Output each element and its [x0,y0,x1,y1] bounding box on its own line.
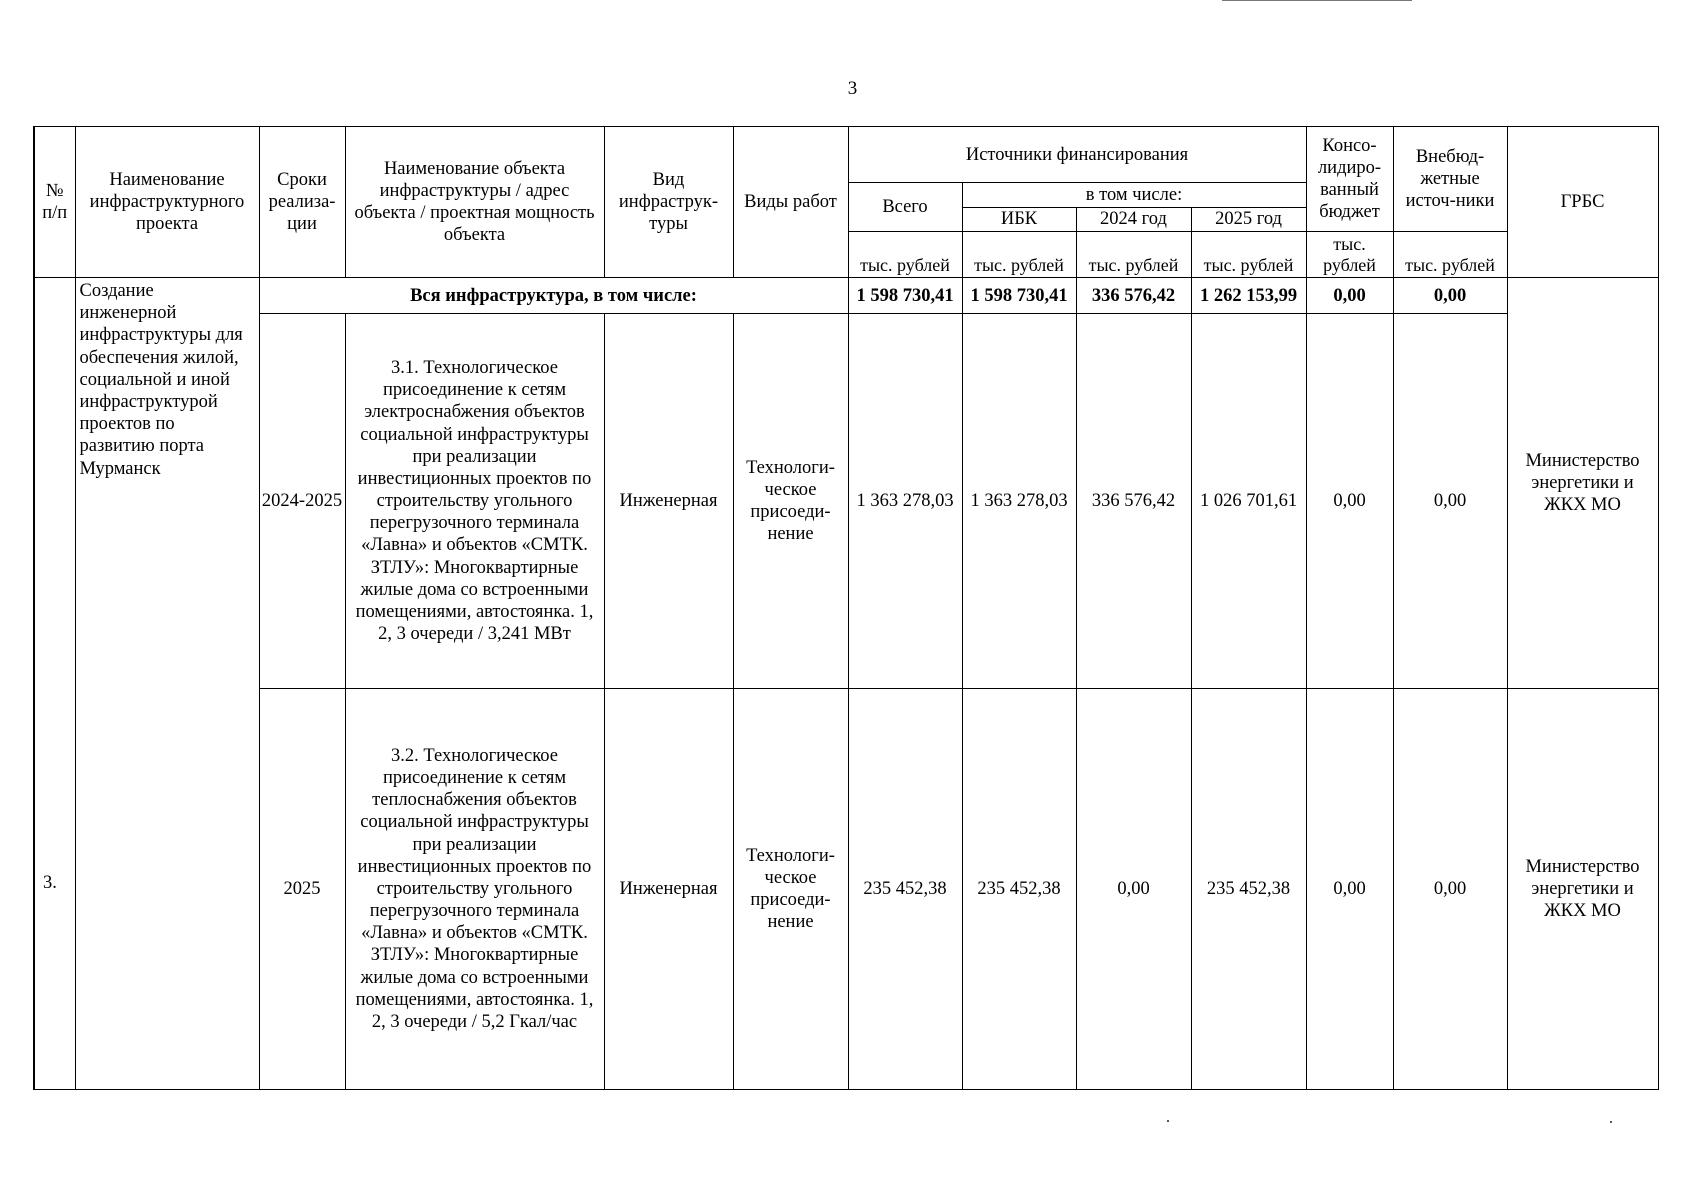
total-2025: 1 262 153,99 [1191,278,1306,314]
header-funding-sources: Источники финансирования [848,127,1306,183]
item-1-ibk: 1 363 278,03 [962,314,1076,689]
header-terms: Сроки реализа-ции [259,127,345,278]
item-2-ibk: 235 452,38 [962,689,1076,1090]
scan-speck [1610,1121,1612,1123]
unit-2025: тыс. рублей [1191,231,1306,277]
total-ibk: 1 598 730,41 [962,278,1076,314]
item-1-all: 1 363 278,03 [848,314,962,689]
item-2-work-type: Технологи-ческое присоеди-нение [733,689,848,1090]
total-2024: 336 576,42 [1076,278,1191,314]
item-2-2024: 0,00 [1076,689,1191,1090]
item-1-infra-type: Инженерная [604,314,733,689]
total-label: Вся инфраструктура, в том числе: [259,278,848,314]
item-1-terms: 2024-2025 [259,314,345,689]
top-rule [1222,0,1412,1]
item-1-consolidated: 0,00 [1306,314,1393,689]
item-1-extrabudget: 0,00 [1393,314,1507,689]
row-number: 3. [34,278,75,1090]
item-1-work-type: Технологи-ческое присоеди-нение [733,314,848,689]
total-all: 1 598 730,41 [848,278,962,314]
item-1-2025: 1 026 701,61 [1191,314,1306,689]
page-number: 3 [847,78,858,99]
item-1-object: 3.1. Технологическое присоединение к сетям электроснабжения объектов социальной инфраструктуры при реализации инвестиционных проектов по строительству угольного перегрузочного терминала «Лавна» и объектов «СМТК. ЗТЛУ»: Многоквартирные жилые дома со встроенными помещениями, автостоянка. 1, 2, 3 очереди / 3,241 МВт [345,314,604,689]
item-2-extrabudget: 0,00 [1393,689,1507,1090]
header-ibk: ИБК [962,207,1076,231]
header-num: № п/п [34,127,75,278]
header-including: в том числе: [962,183,1306,207]
unit-ibk: тыс. рублей [962,231,1076,277]
item-2-terms: 2025 [259,689,345,1090]
item-2-all: 235 452,38 [848,689,962,1090]
scan-speck [1167,1120,1169,1122]
item-2-infra-type: Инженерная [604,689,733,1090]
unit-2024: тыс. рублей [1076,231,1191,277]
unit-total: тыс. рублей [848,231,962,277]
header-object: Наименование объекта инфраструктуры / адрес объекта / проектная мощность объекта [345,127,604,278]
header-2025: 2025 год [1191,207,1306,231]
unit-consolidated: тыс. рублей [1306,231,1393,277]
grbs-1: Министерство энергетики и ЖКХ МО [1507,278,1658,689]
header-work-type: Виды работ [733,127,848,278]
header-infra-type: Вид инфраструк-туры [604,127,733,278]
grbs-2: Министерство энергетики и ЖКХ МО [1507,689,1658,1090]
header-extrabudget: Внебюд-жетные источ-ники [1393,127,1507,232]
header-total: Всего [848,183,962,231]
header-project: Наименование инфраструктурного проекта [75,127,259,278]
project-name: Создание инженерной инфраструктуры для обеспечения жилой, социальной и иной инфраструктурой проектов по развитию порта Мурманск [75,278,259,1090]
total-consolidated: 0,00 [1306,278,1393,314]
item-1-2024: 336 576,42 [1076,314,1191,689]
financing-table [33,126,1659,1090]
header-grbs: ГРБС [1507,127,1658,278]
header-2024: 2024 год [1076,207,1191,231]
total-extrabudget: 0,00 [1393,278,1507,314]
item-2-consolidated: 0,00 [1306,689,1393,1090]
item-2-object: 3.2. Технологическое присоединение к сетям теплоснабжения объектов социальной инфраструктуры при реализации инвестиционных проектов по строительству угольного перегрузочного терминала «Лавна» и объектов «СМТК. ЗТЛУ»: Многоквартирные жилые дома со встроенными помещениями, автостоянка. 1, 2, 3 очереди / 5,2 Гкал/час [345,689,604,1090]
header-consolidated: Консо-лидиро-ванный бюджет [1306,127,1393,232]
unit-extrabudget: тыс. рублей [1393,231,1507,277]
item-2-2025: 235 452,38 [1191,689,1306,1090]
